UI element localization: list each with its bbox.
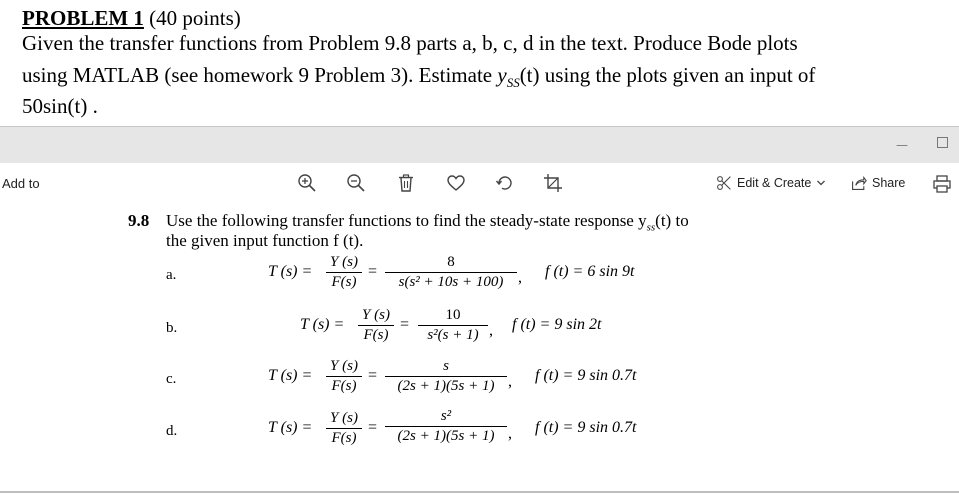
tf-num-b: 10	[445, 307, 461, 323]
ratio-den-a: F(s)	[331, 274, 357, 290]
intro-text: Use the following transfer functions to find the steady-state response y	[166, 211, 647, 230]
add-to-button[interactable]: Add to	[2, 176, 40, 191]
input-a: f (t) = 6 sin 9t	[545, 263, 635, 280]
ratio-den-b: F(s)	[363, 327, 389, 343]
ratio-num-a: Y (s)	[330, 254, 358, 270]
rotate-icon[interactable]	[494, 172, 516, 194]
problem-line-2-b: using the plots given an input of	[544, 63, 816, 87]
part-label-b: b.	[166, 320, 178, 336]
input-c: f (t) = 9 sin 0.7t	[535, 367, 637, 384]
share-icon	[851, 175, 867, 191]
share-button[interactable]	[851, 175, 905, 191]
ratio-num-b: Y (s)	[362, 307, 390, 323]
ratio-num-d: Y (s)	[330, 410, 358, 426]
comma-d: ,	[508, 425, 512, 442]
tf-num-d: s²	[440, 408, 452, 424]
problem-statement	[0, 0, 959, 126]
part-label-a: a.	[166, 267, 177, 283]
tf-c	[385, 358, 507, 395]
ratio-b	[358, 307, 394, 344]
crop-icon[interactable]	[542, 172, 564, 194]
delete-icon[interactable]	[395, 172, 417, 194]
zoom-out-icon[interactable]	[345, 172, 367, 194]
ratio-den-c: F(s)	[331, 378, 357, 394]
photo-toolbar	[0, 163, 959, 203]
tf-den-d: (2s + 1)(5s + 1)	[397, 428, 495, 444]
window-bar	[0, 127, 959, 163]
tf-den-c: (2s + 1)(5s + 1)	[397, 378, 495, 394]
comma-a: ,	[518, 269, 522, 286]
ratio-den-d: F(s)	[331, 430, 357, 446]
tf-num-c: s	[443, 358, 449, 374]
edit-create-label: Edit & Create	[737, 176, 812, 190]
ratio-c	[326, 358, 362, 395]
chevron-down-icon	[816, 178, 826, 188]
lhs-b: T (s) =	[300, 316, 345, 333]
edit-icon	[716, 175, 732, 191]
minimize-button[interactable]: —	[896, 138, 908, 152]
comma-c: ,	[508, 373, 512, 390]
problem-line-2-a: using MATLAB (see homework 9 Problem 3). Estimate	[22, 63, 498, 87]
tf-den-b: s²(s + 1)	[427, 327, 479, 343]
intro-end: (t) to	[655, 211, 689, 230]
eq-a: =	[368, 263, 378, 280]
yss-subscript: SS	[506, 75, 520, 90]
ratio-num-c: Y (s)	[330, 358, 358, 374]
comma-b: ,	[489, 322, 493, 339]
ratio-a	[326, 254, 362, 291]
intro-line-2: the given input function f (t).	[166, 231, 364, 250]
edit-create-button[interactable]	[716, 175, 826, 191]
problem-line-3	[22, 93, 98, 119]
textbook-excerpt	[0, 203, 959, 491]
ratio-d	[326, 410, 362, 447]
eq-c: =	[368, 367, 378, 384]
problem-line-3-end: .	[92, 94, 98, 118]
tf-den-a: s(s² + 10s + 100)	[398, 274, 504, 290]
problem-heading	[22, 5, 241, 31]
tf-d	[385, 408, 507, 445]
print-icon[interactable]	[932, 174, 952, 194]
problem-line-1: Given the transfer functions from Problem 9.8 parts a, b, c, d in the text. Produce Bode plots	[22, 31, 798, 55]
share-label: Share	[872, 176, 906, 190]
lhs-d: T (s) =	[268, 419, 313, 436]
input-function: 50sin(t)	[22, 94, 88, 118]
eq-b: =	[400, 316, 410, 333]
intro-subscript: ss	[646, 221, 656, 234]
input-b: f (t) = 9 sin 2t	[512, 316, 602, 333]
bottom-divider	[0, 491, 959, 493]
maximize-icon[interactable]	[937, 137, 948, 148]
part-label-d: d.	[166, 423, 178, 439]
lhs-a: T (s) =	[268, 263, 313, 280]
problem-number: 9.8	[128, 211, 150, 230]
part-label-c: c.	[166, 371, 177, 387]
tf-b	[418, 307, 488, 344]
lhs-c: T (s) =	[268, 367, 313, 384]
yss-y: y	[497, 63, 507, 87]
problem-points: (40 points)	[149, 6, 241, 30]
favorite-icon[interactable]	[445, 172, 467, 194]
problem-line-2	[22, 62, 815, 96]
input-d: f (t) = 9 sin 0.7t	[535, 419, 637, 436]
eq-d: =	[368, 419, 378, 436]
yss-t: (t)	[519, 63, 540, 87]
yss-symbol	[497, 63, 540, 90]
tf-a	[385, 254, 517, 291]
problem-title: PROBLEM 1	[22, 6, 144, 30]
tf-num-a: 8	[447, 254, 455, 270]
zoom-in-icon[interactable]	[296, 172, 318, 194]
